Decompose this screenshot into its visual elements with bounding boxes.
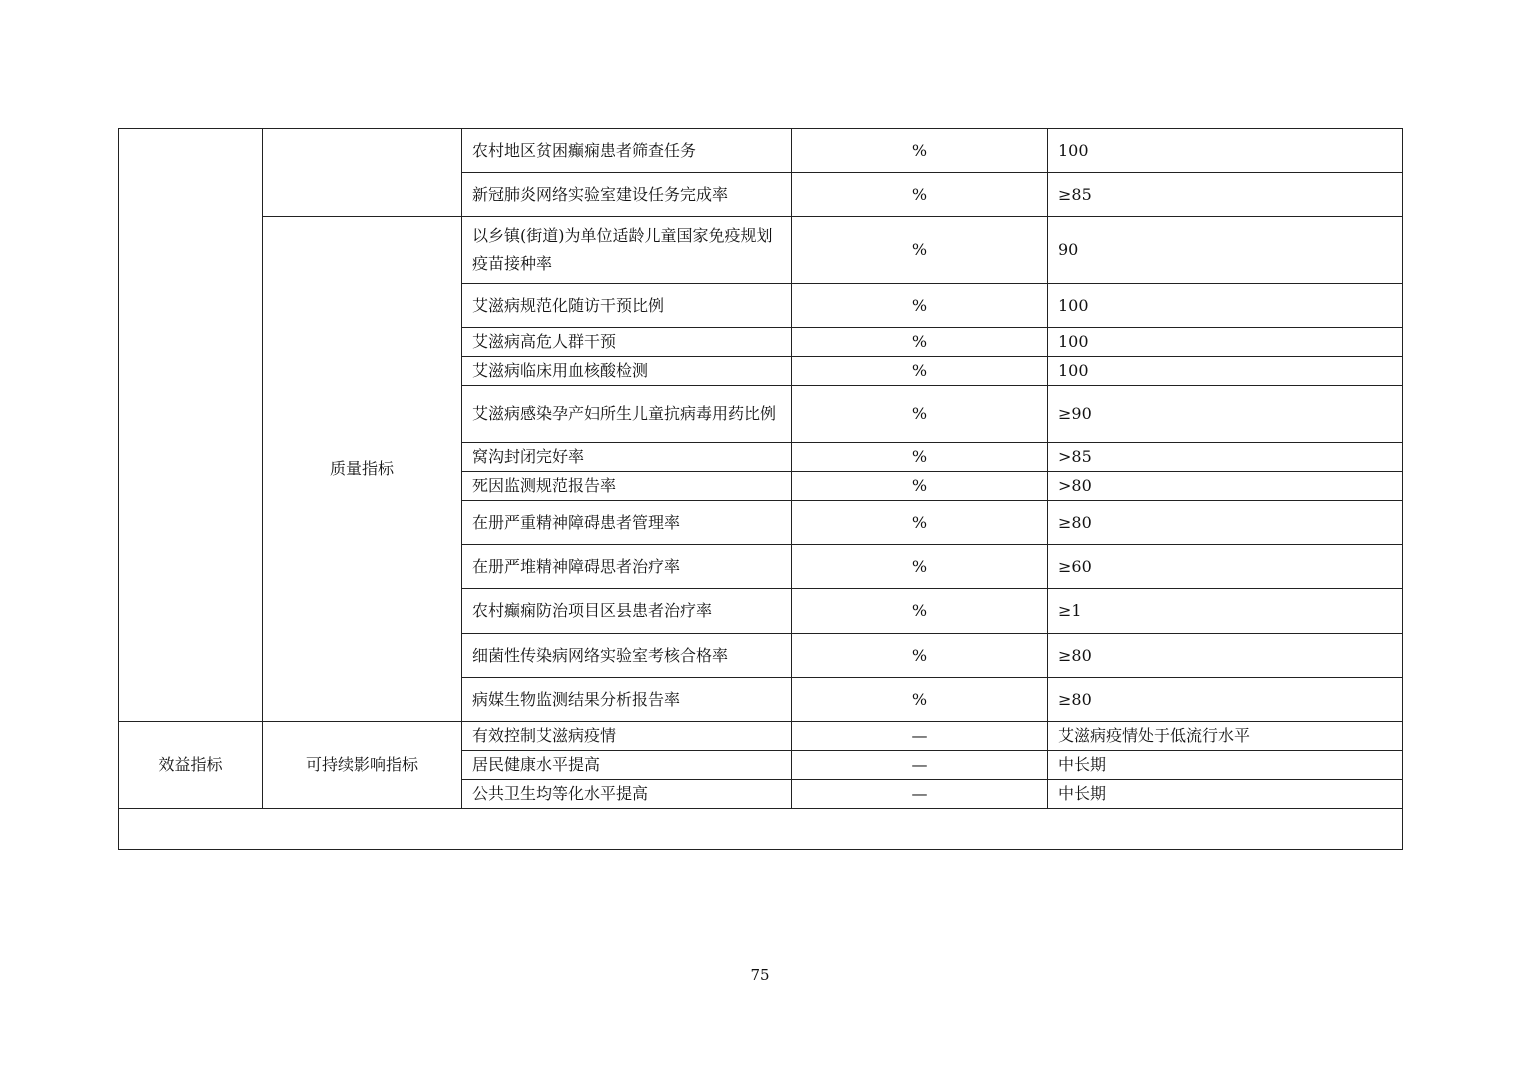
indicator-unit: — [792, 751, 1048, 780]
level2-cell: 可持续影响指标 [263, 722, 462, 809]
indicator-unit: — [792, 780, 1048, 809]
table-footer-row [119, 809, 1403, 850]
indicator-unit: % [792, 173, 1048, 217]
table-row [119, 129, 1403, 173]
indicator-name: 艾滋病高危人群干预 [462, 328, 792, 357]
indicator-name: 以乡镇(街道)为单位适龄儿童国家免疫规划疫苗接种率 [462, 217, 792, 284]
indicator-value: 90 [1048, 217, 1403, 284]
indicator-name: 艾滋病感染孕产妇所生儿童抗病毒用药比例 [462, 386, 792, 443]
indicator-value: >85 [1048, 443, 1403, 472]
indicator-value: 艾滋病疫情处于低流行水平 [1048, 722, 1403, 751]
indicator-unit: % [792, 217, 1048, 284]
indicator-value: ≥90 [1048, 386, 1403, 443]
table-row [119, 217, 1403, 284]
level1-cell: 效益指标 [119, 722, 263, 809]
indicator-name: 新冠肺炎网络实验室建设任务完成率 [462, 173, 792, 217]
indicator-name: 窝沟封闭完好率 [462, 443, 792, 472]
indicator-unit: % [792, 501, 1048, 545]
indicator-name: 在册严重精神障碍患者管理率 [462, 501, 792, 545]
indicator-name: 在册严堆精神障碍思者治疗率 [462, 545, 792, 589]
indicator-value: >80 [1048, 472, 1403, 501]
indicator-unit: % [792, 443, 1048, 472]
level1-cell [119, 129, 263, 722]
indicator-name: 农村地区贫困癫痫患者筛查任务 [462, 129, 792, 173]
indicator-value: 中长期 [1048, 751, 1403, 780]
indicator-unit: % [792, 328, 1048, 357]
indicator-name: 细菌性传染病网络实验室考核合格率 [462, 634, 792, 678]
indicator-unit: — [792, 722, 1048, 751]
indicator-unit: % [792, 678, 1048, 722]
indicator-name: 死因监测规范报告率 [462, 472, 792, 501]
indicator-value: ≥1 [1048, 589, 1403, 634]
indicator-unit: % [792, 545, 1048, 589]
indicator-name: 艾滋病规范化随访干预比例 [462, 284, 792, 328]
indicator-name: 居民健康水平提高 [462, 751, 792, 780]
indicator-name: 有效控制艾滋病疫情 [462, 722, 792, 751]
indicator-name: 病媒生物监测结果分析报告率 [462, 678, 792, 722]
indicator-unit: % [792, 472, 1048, 501]
indicator-value: ≥85 [1048, 173, 1403, 217]
level2-cell: 质量指标 [263, 217, 462, 722]
indicator-unit: % [792, 284, 1048, 328]
indicator-value: ≥80 [1048, 501, 1403, 545]
indicator-unit: % [792, 129, 1048, 173]
indicator-unit: % [792, 357, 1048, 386]
indicator-unit: % [792, 589, 1048, 634]
page-number: 75 [750, 966, 770, 984]
indicator-value: 100 [1048, 357, 1403, 386]
indicator-name: 艾滋病临床用血核酸检测 [462, 357, 792, 386]
indicator-value: 100 [1048, 129, 1403, 173]
footer-note-cell [119, 809, 1403, 850]
indicator-value: ≥80 [1048, 678, 1403, 722]
indicator-value: 中长期 [1048, 780, 1403, 809]
indicator-name: 农村癫痫防治项目区县患者治疗率 [462, 589, 792, 634]
table-row [119, 722, 1403, 751]
indicator-table [118, 128, 1403, 850]
indicator-value: ≥80 [1048, 634, 1403, 678]
indicator-value: ≥60 [1048, 545, 1403, 589]
indicator-unit: % [792, 634, 1048, 678]
indicator-name: 公共卫生均等化水平提高 [462, 780, 792, 809]
indicator-value: 100 [1048, 328, 1403, 357]
indicator-unit: % [792, 386, 1048, 443]
level2-cell [263, 129, 462, 217]
indicator-value: 100 [1048, 284, 1403, 328]
